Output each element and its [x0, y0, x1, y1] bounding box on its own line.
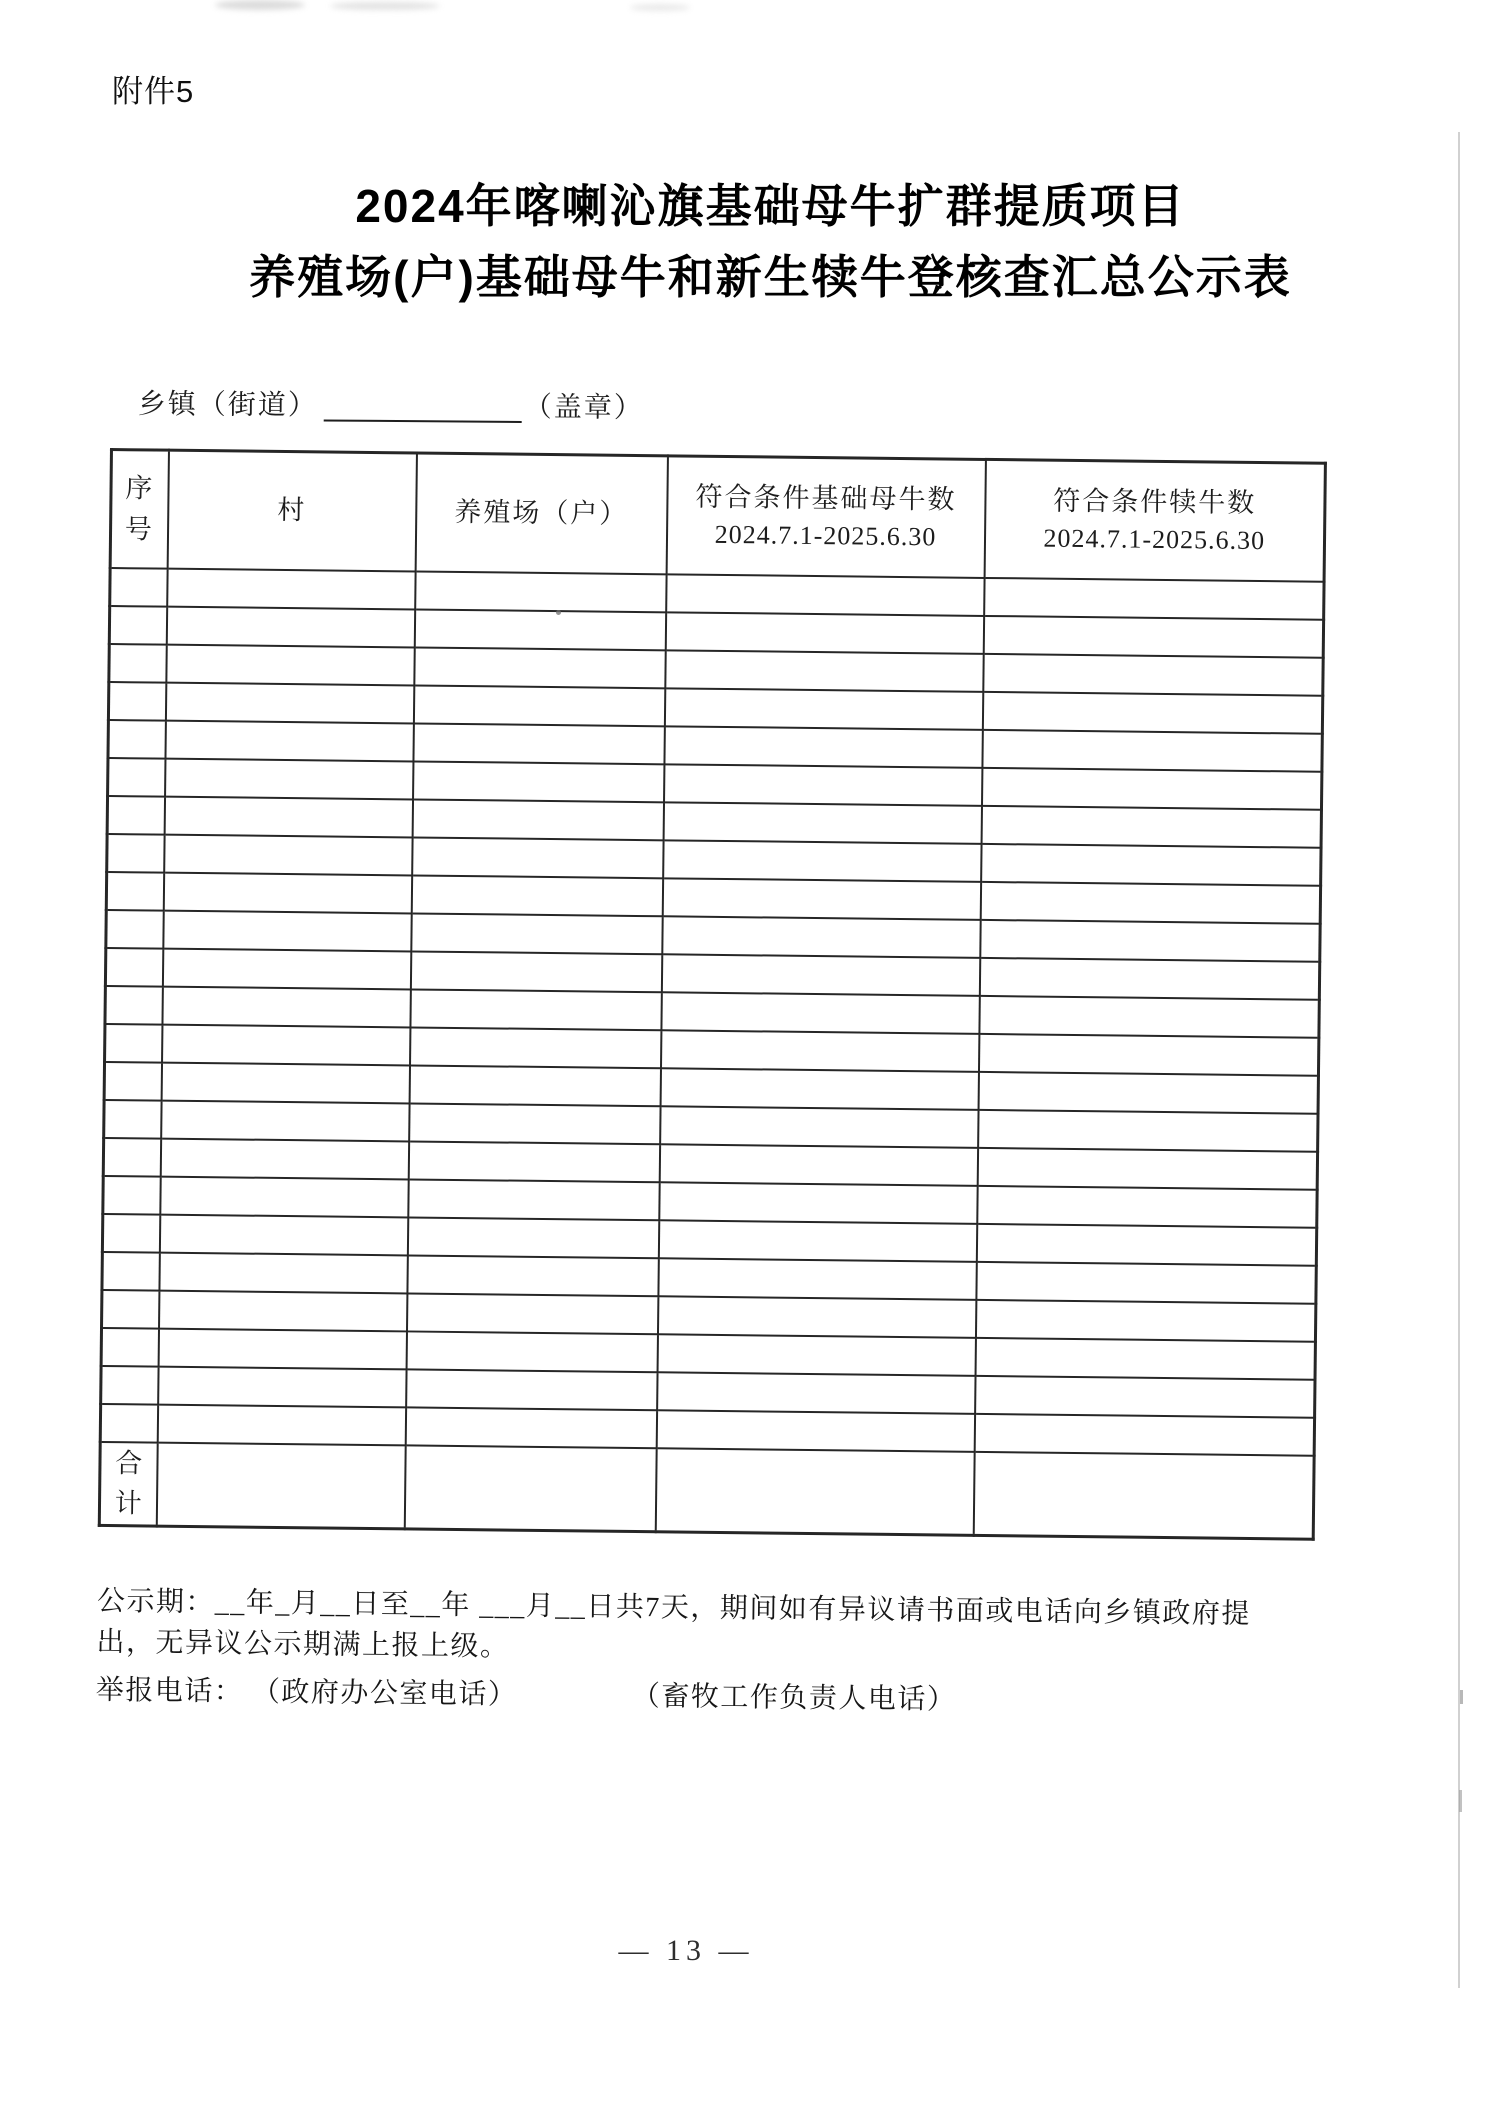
table-empty-cell — [106, 871, 163, 910]
total-village-cell — [156, 1442, 405, 1528]
table-empty-cell — [411, 875, 662, 916]
table-empty-cell — [414, 609, 665, 650]
seal-label: （盖章） — [523, 392, 644, 424]
table-empty-cell — [108, 757, 165, 796]
table-empty-cell — [657, 1372, 975, 1414]
table-empty-cell — [978, 1033, 1318, 1075]
header-qualified-cows-range: 2024.7.1-2025.6.30 — [714, 519, 937, 552]
table-empty-cell — [160, 1176, 408, 1217]
table-empty-cell — [160, 1138, 408, 1179]
table-empty-cell — [659, 1144, 977, 1186]
header-qualified-cows-title: 符合条件基础母牛数 — [695, 481, 957, 515]
table-empty-cell — [980, 919, 1320, 961]
header-qualified-calves-range: 2024.7.1-2025.6.30 — [1043, 523, 1266, 556]
table-empty-cell — [158, 1366, 406, 1407]
summary-table — [98, 448, 1327, 1540]
table-empty-cell — [406, 1331, 657, 1372]
table-empty-cell — [405, 1407, 656, 1448]
table-empty-cell — [165, 720, 413, 761]
table-empty-cell — [164, 834, 412, 875]
table-empty-cell — [663, 802, 981, 844]
total-calves-cell — [973, 1451, 1314, 1538]
table-empty-cell — [109, 606, 166, 645]
table-empty-cell — [983, 653, 1323, 695]
table-empty-cell — [157, 1404, 405, 1445]
table-empty-cell — [983, 615, 1323, 657]
table-empty-cell — [981, 843, 1321, 885]
table-empty-cell — [662, 916, 980, 958]
scan-artifact-speck — [1460, 1690, 1463, 1704]
table-empty-cell — [409, 1103, 660, 1144]
table-empty-cell — [982, 691, 1322, 733]
table-empty-cell — [414, 647, 665, 688]
table-empty-cell — [406, 1369, 657, 1410]
table-empty-cell — [107, 795, 164, 834]
table-empty-cell — [163, 910, 411, 951]
header-village: 村 — [167, 450, 416, 571]
header-farm: 养殖场（户） — [415, 453, 667, 574]
table-empty-cell — [105, 1023, 162, 1062]
township-label: 乡镇（街道） — [137, 388, 318, 422]
table-empty-cell — [105, 947, 162, 986]
table-empty-cell — [101, 1327, 158, 1366]
table-empty-cell — [411, 913, 662, 954]
table-empty-cell — [664, 764, 982, 806]
document-title-line2: 养殖场(户)基础母牛和新生犊牛登核查汇总公示表 — [249, 251, 1292, 303]
table-empty-cell — [981, 805, 1321, 847]
table-empty-cell — [661, 992, 979, 1034]
table-empty-cell — [974, 1413, 1314, 1455]
total-farm-cell — [404, 1445, 656, 1531]
table-empty-cell — [657, 1334, 975, 1376]
table-empty-cell — [666, 574, 984, 616]
table-empty-cell — [109, 644, 166, 683]
table-empty-cell — [104, 1099, 161, 1138]
table-empty-cell — [163, 872, 411, 913]
table-empty-cell — [658, 1220, 976, 1262]
table-empty-cell — [409, 1065, 660, 1106]
table-empty-cell — [977, 1147, 1317, 1189]
table-empty-cell — [979, 957, 1319, 999]
table-empty-cell — [412, 799, 663, 840]
table-empty-cell — [410, 951, 661, 992]
table-empty-cell — [159, 1290, 407, 1331]
table-empty-cell — [165, 682, 413, 723]
table-empty-cell — [976, 1261, 1316, 1303]
publicity-period-line1: 公示期：__年_月__日至__年 ___月__日共7天，期间如有异议请书面或电话向乡镇政府提 — [96, 1585, 1252, 1630]
total-label-cell: 合计 — [99, 1441, 157, 1525]
table-empty-cell — [663, 840, 981, 882]
table-empty-cell — [979, 995, 1319, 1037]
table-empty-cell — [108, 682, 165, 721]
table-empty-cell — [661, 1030, 979, 1072]
table-empty-cell — [105, 985, 162, 1024]
form-sheet — [96, 448, 1326, 1724]
table-empty-cell — [661, 954, 979, 996]
table-empty-cell — [102, 1251, 159, 1290]
livestock-officer-phone: （畜牧工作负责人电话） — [631, 1680, 957, 1716]
table-body — [100, 568, 1324, 1456]
table-empty-cell — [162, 948, 410, 989]
table-empty-cell — [100, 1403, 157, 1442]
table-empty-cell — [408, 1141, 659, 1182]
government-office-phone: （政府办公室电话） — [251, 1676, 518, 1711]
table-empty-cell — [166, 606, 414, 647]
table-empty-cell — [980, 881, 1320, 923]
table-empty-cell — [407, 1293, 658, 1334]
table-empty-cell — [412, 837, 663, 878]
table-empty-cell — [659, 1182, 977, 1224]
scan-artifact-smudge — [215, 0, 305, 10]
table-empty-cell — [662, 878, 980, 920]
attachment-label: 附件5 — [112, 74, 195, 109]
table-empty-cell — [975, 1299, 1315, 1341]
publicity-period-line2: 出，无异议公示期满上报上级。 — [96, 1626, 510, 1663]
table-empty-cell — [159, 1252, 407, 1293]
document-title-line1: 2024年喀喇沁旗基础母牛扩群提质项目 — [355, 180, 1186, 232]
table-empty-cell — [658, 1258, 976, 1300]
table-empty-cell — [102, 1213, 159, 1252]
scan-artifact-speck — [1459, 1790, 1462, 1812]
table-empty-cell — [665, 650, 983, 692]
table-empty-cell — [982, 729, 1322, 771]
table-empty-cell — [165, 758, 413, 799]
table-empty-cell — [410, 989, 661, 1030]
table-empty-cell — [162, 986, 410, 1027]
table-header-row — [110, 450, 1325, 582]
table-empty-cell — [975, 1337, 1315, 1379]
table-empty-cell — [977, 1185, 1317, 1227]
table-empty-cell — [665, 612, 983, 654]
total-row — [99, 1441, 1314, 1538]
page-number: — 13 — — [618, 1934, 754, 1967]
table-empty-cell — [106, 909, 163, 948]
scan-artifact-vertical-line — [1458, 132, 1460, 1988]
table-empty-cell — [103, 1137, 160, 1176]
table-empty-cell — [166, 644, 414, 685]
table-empty-cell — [101, 1365, 158, 1404]
total-cows-cell — [655, 1448, 974, 1535]
table-empty-cell — [984, 577, 1324, 619]
table-empty-cell — [408, 1179, 659, 1220]
scan-artifact-smudge — [330, 2, 440, 10]
table-empty-cell — [976, 1223, 1316, 1265]
table-empty-cell — [978, 1071, 1318, 1113]
table-empty-cell — [413, 761, 664, 802]
table-empty-cell — [415, 571, 666, 612]
report-phone-label: 举报电话： — [95, 1674, 244, 1708]
table-empty-cell — [164, 796, 412, 837]
header-qualified-cows — [666, 456, 985, 578]
table-empty-cell — [158, 1328, 406, 1369]
table-empty-cell — [660, 1068, 978, 1110]
scan-artifact-dot — [556, 610, 561, 615]
notes-block — [96, 1580, 1313, 1724]
table-empty-cell — [110, 568, 167, 607]
table-empty-cell — [161, 1100, 409, 1141]
table-empty-cell — [104, 1061, 161, 1100]
scan-artifact-smudge — [630, 4, 690, 11]
table-empty-cell — [407, 1255, 658, 1296]
report-phone-line — [96, 1669, 1312, 1724]
header-seq: 序号 — [110, 450, 168, 569]
table-empty-cell — [410, 1027, 661, 1068]
header-qualified-calves-title: 符合条件犊牛数 — [1053, 485, 1257, 518]
table-empty-cell — [159, 1214, 407, 1255]
table-empty-cell — [103, 1175, 160, 1214]
table-empty-cell — [657, 1296, 975, 1338]
township-line — [138, 382, 644, 426]
table-empty-cell — [108, 719, 165, 758]
table-empty-cell — [413, 685, 664, 726]
table-empty-cell — [978, 1109, 1318, 1151]
table-empty-cell — [413, 723, 664, 764]
table-empty-cell — [107, 833, 164, 872]
table-empty-cell — [664, 726, 982, 768]
township-blank-line — [324, 389, 522, 423]
table-empty-cell — [664, 688, 982, 730]
table-empty-cell — [660, 1106, 978, 1148]
table-empty-cell — [975, 1375, 1315, 1417]
table-empty-cell — [162, 1024, 410, 1065]
table-empty-cell — [656, 1410, 974, 1452]
table-empty-cell — [167, 568, 415, 609]
table-empty-cell — [407, 1217, 658, 1258]
header-qualified-calves — [984, 459, 1325, 581]
table-empty-cell — [102, 1289, 159, 1328]
table-empty-cell — [982, 767, 1322, 809]
table-empty-cell — [161, 1062, 409, 1103]
